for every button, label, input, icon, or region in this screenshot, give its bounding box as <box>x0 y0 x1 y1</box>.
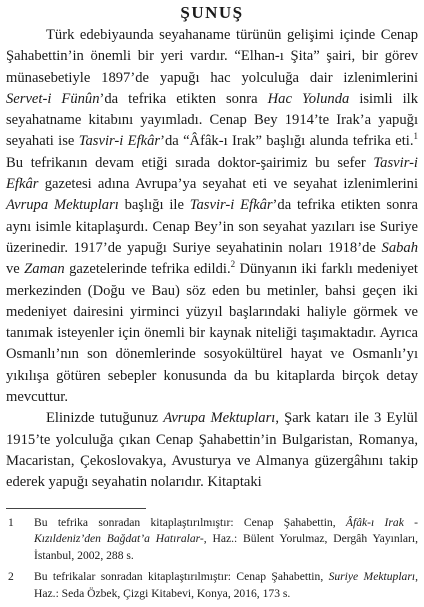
italic-title: Tasvir-i Efkâr <box>78 133 161 150</box>
text-run: isimli ilk seyahatname kitabını yayımladı. Cenap Bey 1914’te Irak’a yapuğı seyahati ise <box>6 90 418 150</box>
text-run: Elinizde tutuğunuz <box>46 410 164 427</box>
italic-title: Suriye Mektupları <box>328 569 416 583</box>
text-run: , Haz.: Seda Özbek, Çizgi Kitabevi, Konya, 2016, 173 s. <box>34 569 418 600</box>
paragraph-1 <box>6 25 418 408</box>
italic-title: Âfâk-ı Irak -Kızıldeniz’den Bağdat’a Hatıralar- <box>34 515 418 546</box>
text-run: Dünyanın iki farklı medeniyet merkezinden (Doğu ve Bau) söz eden bu metinler, bahsi geçen iki medeniyet dairesini yirminci yüzyıl başlarındaki haliyle görmek ve tanımak isteyenler için önemli bir kaynak niteliği taşımaktadır. Ayrıca Osmanlı’nın son dönemlerinde sosyokültürel hayat ve Osmanlı’yı yıkılışa götüren sebepler konusunda da bu kitaplarda birçok detay mevcuttur. <box>6 261 418 406</box>
footnote-number: 2 <box>8 569 14 583</box>
italic-title: Sabah <box>381 239 418 256</box>
footnote-reference-2[interactable]: 2 <box>230 259 236 270</box>
text-run: gazetesi adına Avrupa’ya seyahat eti ve seyahat izlenimlerini <box>38 176 418 193</box>
footnote-divider <box>6 508 146 509</box>
italic-title: Servet-i Fünûn <box>6 90 100 107</box>
text-run: ’da tefrika etikten sonra <box>99 90 268 107</box>
footnote-text <box>34 515 418 565</box>
italic-title: Avrupa Mektupları <box>163 410 276 427</box>
footnote-text <box>34 569 418 603</box>
text-run: , Şark katarı ile 3 Eylül 1915’te yolculuğa çıkan Cenap Şahabettin’in Bulgaristan, Romanya, Macaristan, Çekoslovakya, Avusturya ve Almanya güzergâhını takip ederek yapuğı seyahatin nolarıdır. Kitaptaki <box>6 410 418 491</box>
text-run: başlığı ile <box>118 197 190 214</box>
italic-title: Zaman <box>24 261 65 278</box>
footnote-1 <box>6 515 418 565</box>
text-run: gazetelerinde tefrika edildi. <box>64 261 231 278</box>
footnote-number: 1 <box>8 515 14 529</box>
italic-title: Avrupa Mektupları <box>6 197 119 214</box>
footnote-2 <box>6 569 418 603</box>
body-text <box>6 25 418 494</box>
paragraph-2 <box>6 408 418 493</box>
text-run: Bu tefrikalar sonradan kitaplaştırılmıştır: Cenap Şahabettin, <box>34 569 329 583</box>
text-run: ve <box>6 261 25 278</box>
italic-title: Hac Yolunda <box>267 90 350 107</box>
page-heading: ŞUNUŞ <box>180 3 244 22</box>
text-run: Türk edebiyaunda seyahaname türünün gelişimi içinde Cenap Şahabettin’in önemli bir yeri vardır. “Elhan-ı Şita” şairi, bir görev münasebetiyle 1897’de yapuğı hac yolculuğa dair izlenimlerini <box>6 27 418 86</box>
text-run: Bu tefrika sonradan kitaplaştırılmıştır: Cenap Şahabettin, <box>34 515 346 529</box>
italic-title: Tasvir-i Efkâr <box>6 154 418 193</box>
footnotes <box>6 515 418 603</box>
footnote-reference-1[interactable]: 1 <box>413 131 418 142</box>
text-run: , Haz.: Bülent Yorulmaz, Dergâh Yayınları, İstanbul, 2002, 288 s. <box>34 532 418 563</box>
italic-title: Tasvir-i Efkâr <box>189 197 273 214</box>
text-run: ’da tefrika etikten sonra aynı isimle kitaplaşurdı. Cenap Bey’in son seyahat yazıları ise Suriye üzerinedir. 1917’de yapuğı Suriye seyahatinin noları 1918’de <box>6 197 418 256</box>
text-run: ’da “Âfâk-ı Irak” başlığı alunda tefrika eti. <box>160 133 414 150</box>
text-run: Bu tefrikanın devam etiği sırada doktor-şairimiz bu sefer <box>6 154 374 171</box>
document-page <box>6 0 418 607</box>
